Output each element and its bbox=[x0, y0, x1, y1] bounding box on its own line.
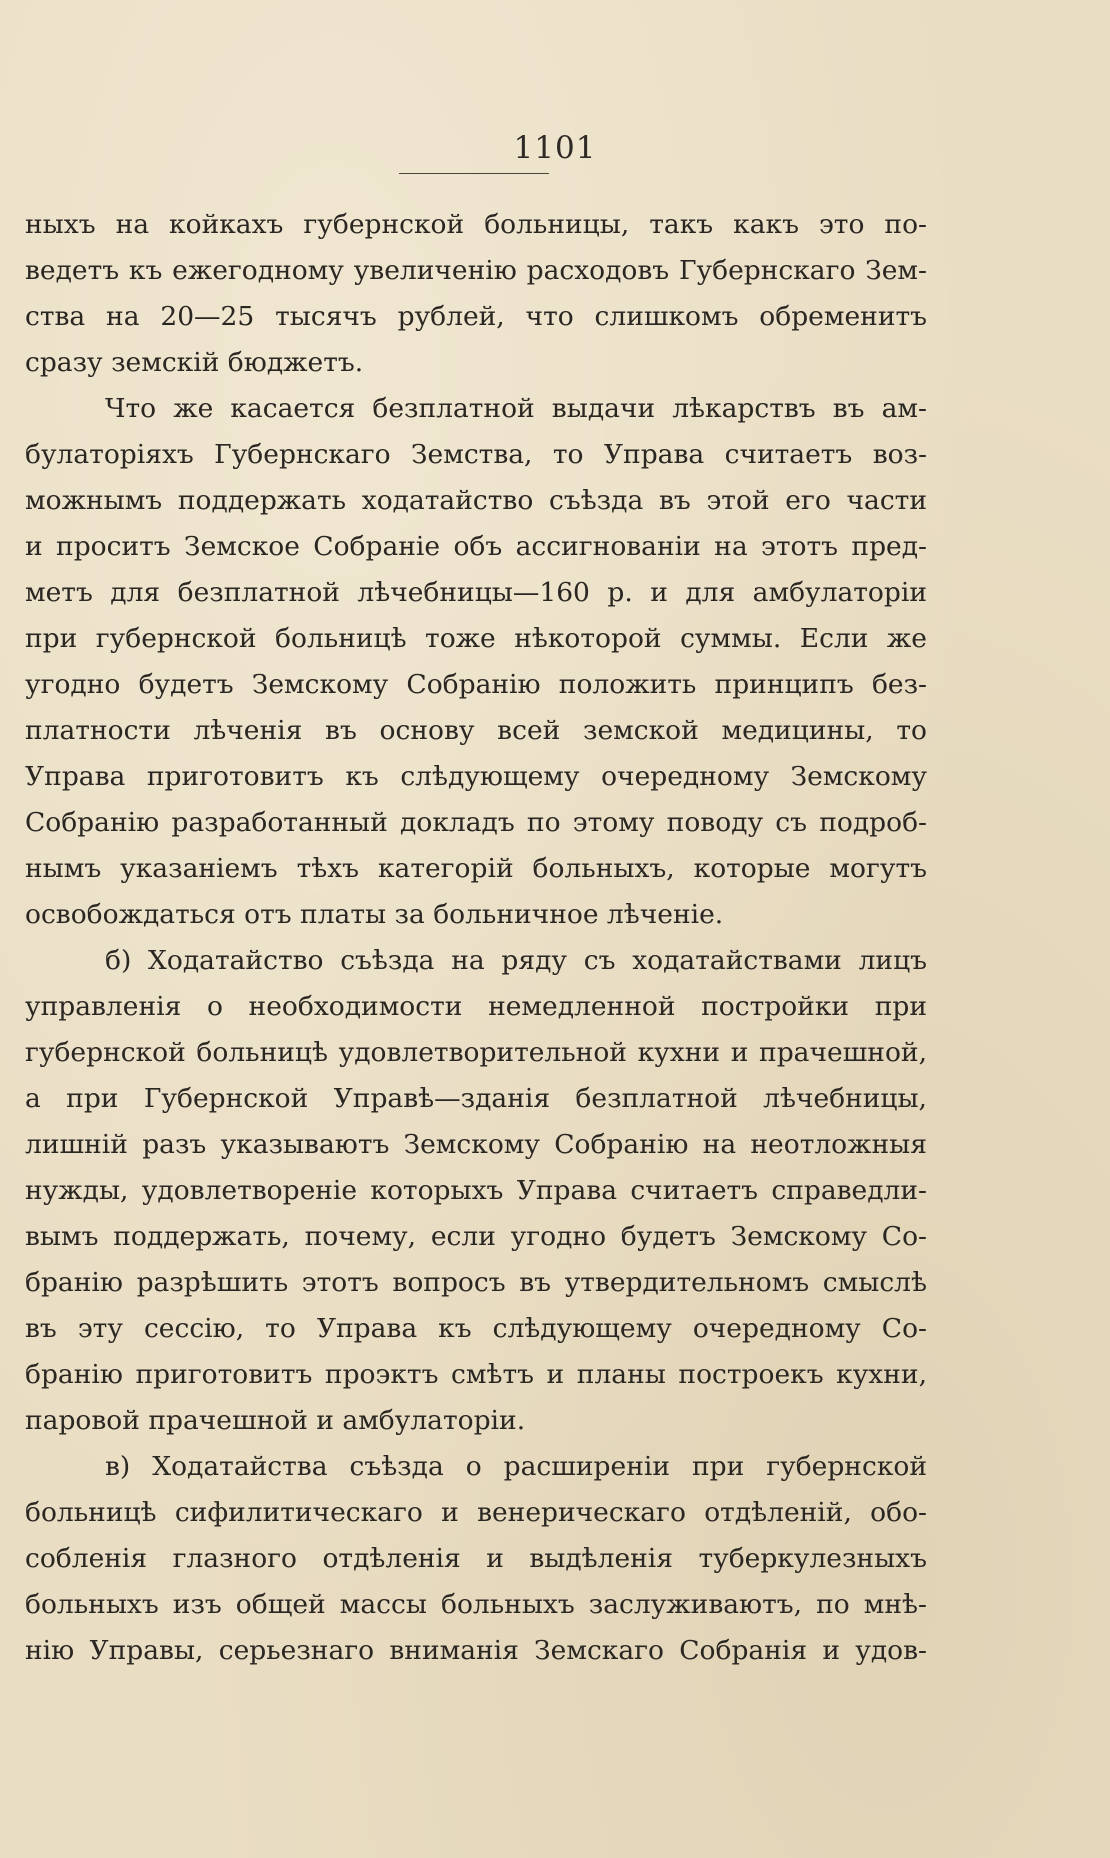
text-line: ства на 20—25 тысячъ рублей, что слишкомъ обременитъ bbox=[25, 301, 927, 332]
text-line: больницѣ сифилитическаго и венерическаго отдѣленій, обо- bbox=[25, 1497, 927, 1528]
text-line: больныхъ изъ общей массы больныхъ заслуживаютъ, по мнѣ- bbox=[25, 1589, 927, 1620]
text-line: булаторіяхъ Губернскаго Земства, то Управа считаетъ воз- bbox=[25, 439, 927, 470]
text-line: а при Губернской Управѣ—зданія безплатной лѣчебницы, bbox=[25, 1083, 927, 1114]
text-line: Управа приготовитъ къ слѣдующему очередному Земскому bbox=[25, 761, 927, 792]
text-line: паровой прачешной и амбулаторіи. bbox=[25, 1405, 526, 1436]
text-line: освобождаться отъ платы за больничное лѣченіе. bbox=[25, 899, 724, 930]
text-line: метъ для безплатной лѣчебницы—160 р. и для амбулаторіи bbox=[25, 577, 927, 608]
text-line: собленія глазного отдѣленія и выдѣленія туберкулезныхъ bbox=[25, 1543, 927, 1574]
page-number: 1101 bbox=[513, 130, 597, 166]
text-line: бранію разрѣшить этотъ вопросъ въ утвердительномъ смыслѣ bbox=[25, 1267, 927, 1298]
text-line: ныхъ на койкахъ губернской больницы, такъ какъ это по- bbox=[25, 209, 927, 240]
page-number-rule bbox=[399, 173, 549, 174]
text-line: губернской больницѣ удовлетворительной кухни и прачешной, bbox=[25, 1037, 927, 1068]
text-line: вымъ поддержать, почему, если угодно будетъ Земскому Со- bbox=[25, 1221, 927, 1252]
text-line: управленія о необходимости немедленной постройки при bbox=[25, 991, 927, 1022]
text-line: нужды, удовлетвореніе которыхъ Управа считаетъ справедли- bbox=[25, 1175, 927, 1206]
text-line: въ эту сессію, то Управа къ слѣдующему очередному Со- bbox=[25, 1313, 927, 1344]
text-line: и проситъ Земское Собраніе объ ассигнованіи на этотъ пред- bbox=[25, 531, 927, 562]
paragraph-start-line: б) Ходатайство съѣзда на ряду съ ходатайствами лицъ bbox=[105, 945, 927, 976]
text-line: ведетъ къ ежегодному увеличенію расходовъ Губернскаго Зем- bbox=[25, 255, 927, 286]
text-line: угодно будетъ Земскому Собранію положить принципъ без- bbox=[25, 669, 927, 700]
paragraph-start-line: Что же касается безплатной выдачи лѣкарствъ въ ам- bbox=[105, 393, 927, 424]
text-line: лишній разъ указываютъ Земскому Собранію на неотложныя bbox=[25, 1129, 927, 1160]
text-line: можнымъ поддержать ходатайство съѣзда въ этой его части bbox=[25, 485, 927, 516]
text-line: платности лѣченія въ основу всей земской медицины, то bbox=[25, 715, 927, 746]
text-line: нымъ указаніемъ тѣхъ категорій больныхъ, которые могутъ bbox=[25, 853, 927, 884]
paragraph-start-line: в) Ходатайства съѣзда о расширеніи при губернской bbox=[105, 1451, 927, 1482]
text-line: при губернской больницѣ тоже нѣкоторой суммы. Если же bbox=[25, 623, 927, 654]
text-line: нію Управы, серьезнаго вниманія Земскаго Собранія и удов- bbox=[25, 1635, 927, 1666]
text-line: бранію приготовитъ проэктъ смѣтъ и планы построекъ кухни, bbox=[25, 1359, 927, 1390]
body-text bbox=[25, 202, 927, 1674]
text-line: сразу земскій бюджетъ. bbox=[25, 347, 364, 378]
text-line: Собранію разработанный докладъ по этому поводу съ подроб- bbox=[25, 807, 927, 838]
